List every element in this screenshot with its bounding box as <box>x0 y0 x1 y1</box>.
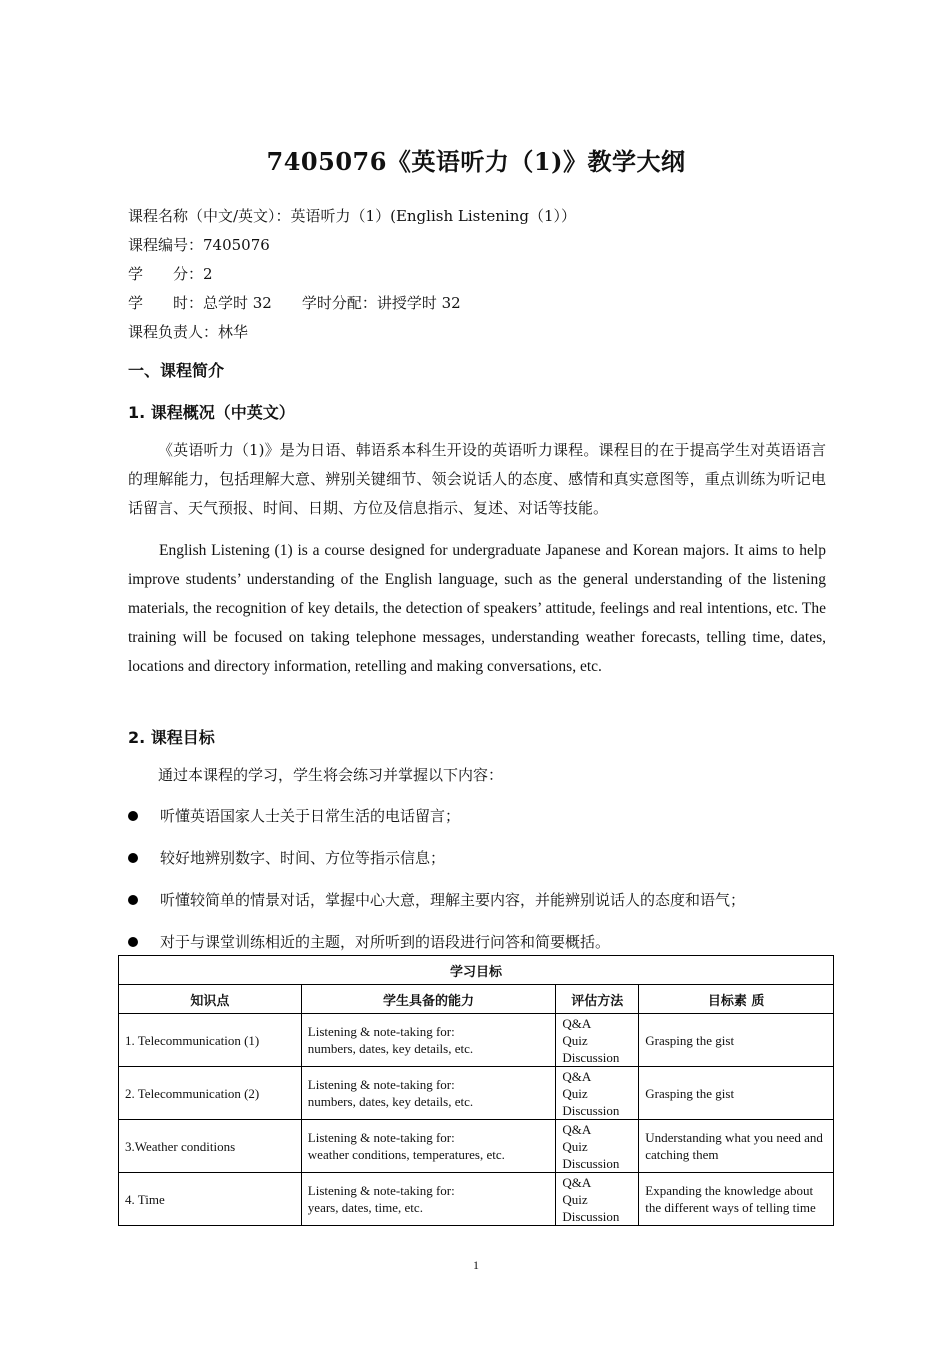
list-item-text: 听懂较简单的情景对话，掌握中心大意，理解主要内容，并能辨别说话人的态度和语气； <box>160 891 746 909</box>
page-number: 1 <box>473 1258 479 1272</box>
list-item <box>128 888 848 930</box>
meta-course-name: 课程名称（中文/英文）：英语听力（1）(English Listening（1）） <box>128 207 577 225</box>
list-item <box>128 846 848 888</box>
goal-cell: Expanding the knowledge about the different ways of telling time <box>639 1173 834 1226</box>
ability-cell: Listening & note-taking for: numbers, dates, key details, etc. <box>301 1067 556 1120</box>
bullet-icon <box>128 937 138 947</box>
bullet-icon <box>128 895 138 905</box>
list-item-text: 听懂英语国家人士关于日常生活的电话留言； <box>160 807 461 825</box>
objectives-intro: 通过本课程的学习，学生将会练习并掌握以下内容： <box>158 766 504 784</box>
assessment-cell: Q&A Quiz Discussion <box>556 1120 639 1173</box>
ability-cell: Listening & note-taking for: years, dates, time, etc. <box>301 1173 556 1226</box>
table-row <box>119 1173 834 1226</box>
ability-cell: Listening & note-taking for: weather conditions, temperatures, etc. <box>301 1120 556 1173</box>
subheading-objectives: 2. 课程目标 <box>128 728 215 747</box>
meta-course-code: 课程编号：7405076 <box>128 236 270 254</box>
list-item <box>128 804 848 846</box>
table-row <box>119 1014 834 1067</box>
section-heading-intro: 一、课程简介 <box>128 361 225 380</box>
table-row <box>119 1067 834 1120</box>
meta-credits: 学 分：2 <box>128 265 213 283</box>
goal-cell: Grasping the gist <box>639 1067 834 1120</box>
table-row <box>119 1120 834 1173</box>
column-header: 学生具备的能力 <box>301 985 556 1014</box>
table-header-row <box>119 985 834 1014</box>
topic-cell: 2. Telecommunication (2) <box>119 1067 302 1120</box>
list-item-text: 较好地辨别数字、时间、方位等指示信息； <box>160 849 446 867</box>
table-caption-row <box>119 956 834 985</box>
assessment-cell: Q&A Quiz Discussion <box>556 1067 639 1120</box>
bullet-icon <box>128 811 138 821</box>
list-item-text: 对于与课堂训练相近的主题，对所听到的语段进行问答和简要概括。 <box>160 933 611 951</box>
document-title: 7405076《英语听力（1)》教学大纲 <box>266 147 686 176</box>
assessment-cell: Q&A Quiz Discussion <box>556 1014 639 1067</box>
meta-hours: 学 时：总学时 32 学时分配：讲授学时 32 <box>128 294 461 312</box>
bullet-icon <box>128 853 138 863</box>
goal-cell: Understanding what you need and catching them <box>639 1120 834 1173</box>
subheading-overview: 1. 课程概况（中英文） <box>128 403 295 422</box>
learning-objectives-table <box>118 955 834 1226</box>
overview-paragraph-en: English Listening (1) is a course designed for undergraduate Japanese and Korean majors. It aims to help improve students’ understanding of the English language, such as the general understanding of the listening materials, the recognition of key details, the detection of speakers’ attitude, feelings and real intentions, etc. The training will be focused on taking telephone messages, understanding weather forecasts, telling time, dates, locations and directory information, retelling and making conversations, etc. <box>128 542 826 675</box>
column-header: 目标素 质 <box>639 985 834 1014</box>
objectives-list <box>128 804 848 972</box>
overview-paragraph-cn: 《英语听力（1)》是为日语、韩语系本科生开设的英语听力课程。课程目的在于提高学生对英语语言的理解能力，包括理解大意、辨别关键细节、领会说话人的态度、感情和真实意图等，重点训练为听记电话留言、天气预报、时间、日期、方位及信息指示、复述、对话等技能。 <box>128 441 826 517</box>
ability-cell: Listening & note-taking for: numbers, dates, key details, etc. <box>301 1014 556 1067</box>
assessment-cell: Q&A Quiz Discussion <box>556 1173 639 1226</box>
topic-cell: 4. Time <box>119 1173 302 1226</box>
topic-cell: 3.Weather conditions <box>119 1120 302 1173</box>
topic-cell: 1. Telecommunication (1) <box>119 1014 302 1067</box>
column-header: 知识点 <box>119 985 302 1014</box>
table-caption: 学习目标 <box>119 956 834 985</box>
meta-instructor: 课程负责人：林华 <box>128 323 249 341</box>
goal-cell: Grasping the gist <box>639 1014 834 1067</box>
column-header: 评估方法 <box>556 985 639 1014</box>
course-meta <box>128 202 828 347</box>
